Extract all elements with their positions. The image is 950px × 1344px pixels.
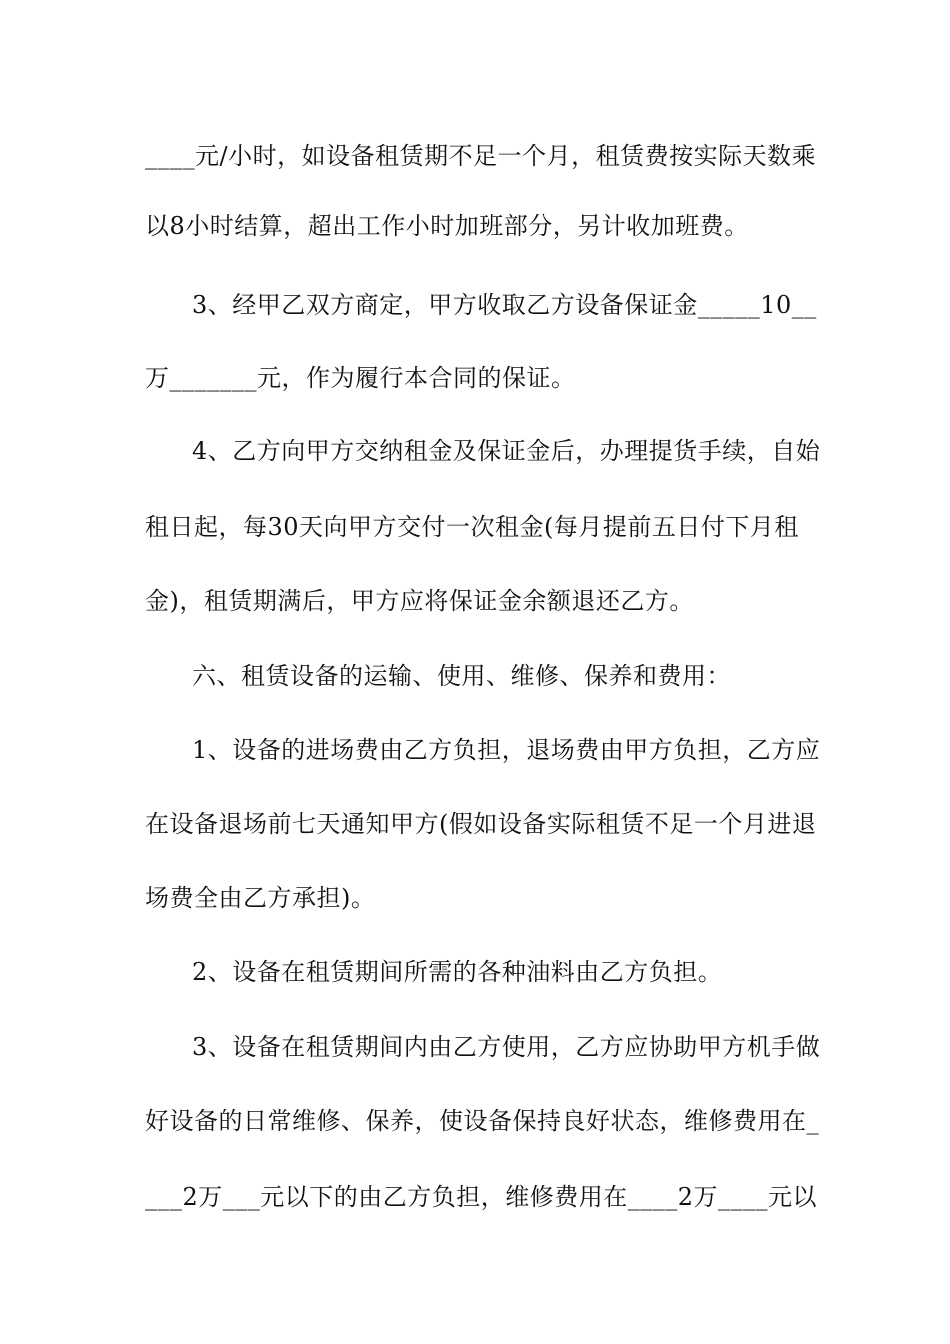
text-line: 租日起，每30天向甲方交付一次租金(每月提前五日付下月租 bbox=[145, 513, 799, 541]
text-line: ___2万___元以下的由乙方负担，维修费用在____2万____元以 bbox=[145, 1183, 818, 1211]
text-line: 以8小时结算，超出工作小时加班部分，另计收加班费。 bbox=[145, 212, 749, 240]
text-line: 好设备的日常维修、保养，使设备保持良好状态，维修费用在_ bbox=[145, 1107, 819, 1135]
text-line: 1、设备的进场费由乙方负担，退场费由甲方负担，乙方应 bbox=[192, 736, 821, 764]
text-line: 万_______元，作为履行本合同的保证。 bbox=[145, 364, 576, 392]
text-line: 在设备退场前七天通知甲方(假如设备实际租赁不足一个月进退 bbox=[145, 810, 817, 838]
text-line: 3、设备在租赁期间内由乙方使用，乙方应协助甲方机手做 bbox=[192, 1033, 821, 1061]
text-line: 场费全由乙方承担)。 bbox=[145, 884, 376, 912]
text-line: 2、设备在租赁期间所需的各种油料由乙方负担。 bbox=[192, 958, 723, 986]
section-heading: 六、租赁设备的运输、使用、维修、保养和费用： bbox=[192, 662, 731, 690]
text-line: 金)，租赁期满后，甲方应将保证金余额退还乙方。 bbox=[145, 587, 694, 615]
text-line: 3、经甲乙双方商定，甲方收取乙方设备保证金_____10__ bbox=[192, 291, 817, 319]
text-line: ____元/小时，如设备租赁期不足一个月，租赁费按实际天数乘 bbox=[145, 142, 817, 170]
text-line: 4、乙方向甲方交纳租金及保证金后，办理提货手续，自始 bbox=[192, 437, 821, 465]
